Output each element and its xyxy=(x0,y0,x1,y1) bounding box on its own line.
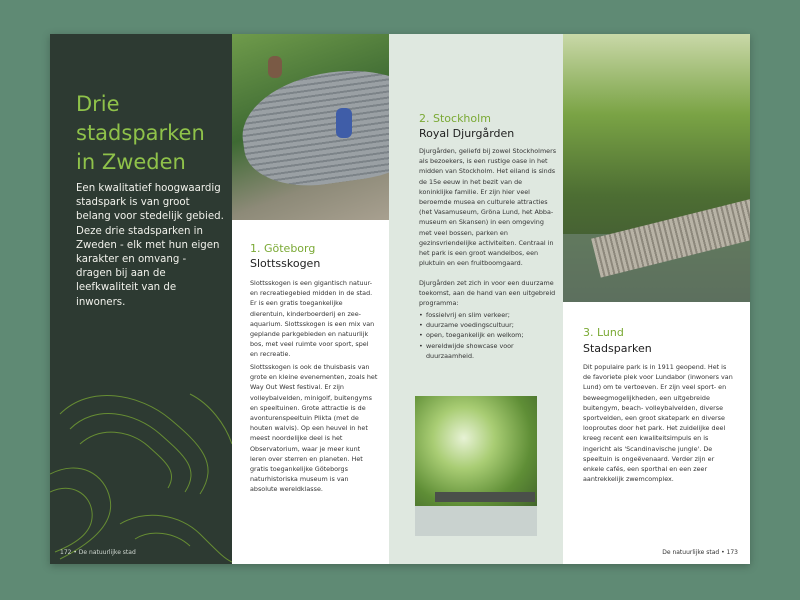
body-paragraph: Slottsskogen is een gigantisch natuur- en recreatiegebied midden in de stad. Er is een gratis toegankelijke dierentuin, kinderboerderij en zee-aquarium. Slottsskogen is een mix van geplande parkgebieden en natuurlijk bos, met veel ruimte voor sport, spel en recreatie. xyxy=(250,279,375,359)
child-figure xyxy=(268,56,282,78)
intro-panel xyxy=(50,34,232,564)
list-item: • duurzame voedingscultuur; xyxy=(419,320,557,330)
wooden-whale-shape xyxy=(235,59,389,194)
spread-title xyxy=(76,90,226,177)
goteborg-panel xyxy=(232,34,389,564)
park-bridge-photo xyxy=(415,396,537,536)
title-line: stadsparken xyxy=(76,121,205,145)
page-folio-left: 172 • De natuurlijke stad xyxy=(60,549,136,556)
book-spread xyxy=(50,34,750,564)
boardwalk-photo xyxy=(563,34,750,302)
playground-photo xyxy=(232,34,389,220)
section-name: Slottsskogen xyxy=(250,257,321,270)
stockholm-panel xyxy=(389,34,563,564)
list-item: • open, toegankelijk en welkom; xyxy=(419,330,557,340)
title-line: in Zweden xyxy=(76,150,186,174)
section-name: Stadsparken xyxy=(583,342,652,355)
title-line: Drie xyxy=(76,92,120,116)
intro-lead: Een kwalitatief hoogwaardig stadspark is van groot belang voor stedelijk gebied. Deze drie stadsparken in Zweden - elk met hun eigen karakter en omvang - dragen bij aan de leefkwaliteit van de inwoners. xyxy=(76,183,224,308)
body-paragraph: Dit populaire park is in 1911 geopend. Het is de favoriete plek voor Lundabor (inwoners van Lund) om te vertoeven. Er zijn veel sport- en beweegmogelijkheden, een uitgebreide buitengym, beach- volleybalvelden, diverse sportvelden, een groot skatepark en diverse looproutes door het park. Het zuidelijke deel kreeg recent een kwaliteitsimpuls en is ingericht als 'Scandinavische jungle'. De speeltuin is ongeëvenaard. Verder zijn er enkele cafés, een sporthal en een zeer aantrekkelijk zwemcomplex. xyxy=(583,363,733,484)
river-shape xyxy=(415,506,537,536)
page-folio-right: De natuurlijke stad • 173 xyxy=(662,549,738,556)
bridge-shape xyxy=(435,492,535,502)
list-item: • wereldwijde showcase voor duurzaamheid. xyxy=(419,341,557,361)
list-item: • fossielvrij en slim verkeer; xyxy=(419,310,557,320)
section-number: 2. Stockholm xyxy=(419,112,491,125)
section-number: 3. Lund xyxy=(583,326,624,339)
contour-lines-decoration xyxy=(50,374,232,564)
body-paragraph: Slottsskogen is ook de thuisbasis van grote en kleine evenementen, zoals het Way Out West festival. Er zijn volleybalvelden, minigolf, buitengyms en speeltuinen. Grote attractie is de avonturenspeeltuin Plikta (met de houten walvis). Op een heuvel in het meest noordelijke deel is het Observatorium, waar je meer kunt leren over sterren en planeten. Het gratis toegankelijke Göteborgs naturhistoriska museum is van absolute wereldklasse. xyxy=(250,363,378,494)
lund-panel xyxy=(563,34,750,564)
body-paragraph: Djurgården, geliefd bij zowel Stockholmers als bezoekers, is een rustige oase in het midden van Stockholm. Het eiland is sinds de 15e eeuw in het bezit van de koninklijke familie. Er zijn hier veel beroemde musea en culturele attracties (het Vasamuseum, Gröna Lund, het Abba-museum en Skansen) in een omgeving met veel bossen, parken en gezinsvriendelijke activiteiten. Centraal in het park is een groot wandelbos, een pluktuin en een fruitboomgaard. xyxy=(419,147,557,268)
child-figure xyxy=(336,108,352,138)
section-number: 1. Göteborg xyxy=(250,242,316,255)
section-name: Royal Djurgården xyxy=(419,127,515,140)
program-list xyxy=(419,310,557,361)
body-paragraph: Djurgården zet zich in voor een duurzame toekomst, aan de hand van een uitgebreid programma: xyxy=(419,279,556,308)
